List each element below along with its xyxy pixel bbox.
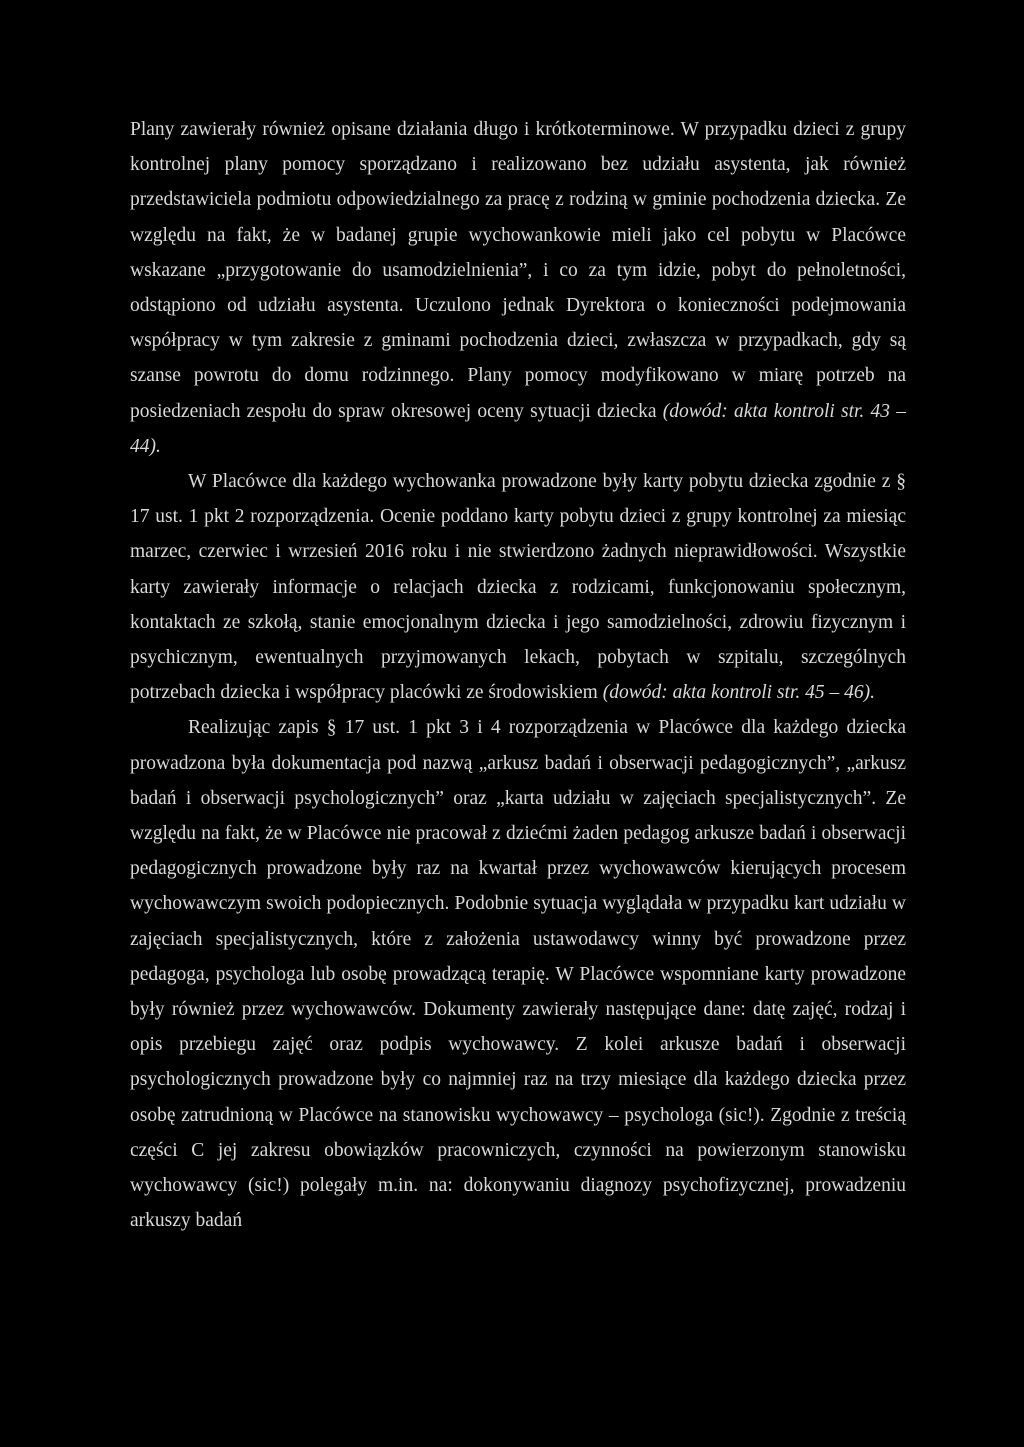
paragraph-text: W Placówce dla każdego wychowanka prowadzone były karty pobytu dziecka zgodnie z § 17 ust. 1 pkt 2 rozporządzenia. Ocenie poddano karty pobytu dzieci z grupy kontrolnej za miesiąc marzec, czerwiec i wrzesień 2016 roku i nie stwierdzono żadnych nieprawidłowości. Wszystkie karty zawierały informacje o relacjach dziecka z rodzicami, funkcjonowaniu społecznym, kontaktach ze szkołą, stanie emocjonalnym dziecka i jego samodzielności, zdrowiu fizycznym i psychicznym, ewentualnych przyjmowanych lekach, pobytach w szpitalu, szczególnych potrzebach dziecka i współpracy placówki ze środowiskiem bbox=[130, 471, 906, 704]
paragraph-documentation bbox=[130, 710, 906, 1238]
evidence-citation: (dowód: akta kontroli str. 43 – 44). bbox=[130, 400, 906, 457]
paragraph-text: Plany zawierały również opisane działania długo i krótkoterminowe. W przypadku dzieci z grupy kontrolnej plany pomocy sporządzano i realizowano bez udziału asystenta, jak również przedstawiciela podmiotu odpowiedzialnego za pracę z rodziną w gminie pochodzenia dziecka. Ze względu na fakt, że w badanej grupie wychowankowie mieli jako cel pobytu w Placówce wskazane „przygotowanie do usamodzielnienia”, i co za tym idzie, pobyt do pełnoletności, odstąpiono od udziału asystenta. Uczulono jednak Dyrektora o konieczności podejmowania współpracy w tym zakresie z gminami pochodzenia dzieci, zwłaszcza w przypadkach, gdy są szanse powrotu do domu rodzinnego. Plany pomocy modyfikowano w miarę potrzeb na posiedzeniach zespołu do spraw okresowej oceny sytuacji dziecka bbox=[130, 119, 906, 422]
paragraph-text: Realizując zapis § 17 ust. 1 pkt 3 i 4 rozporządzenia w Placówce dla każdego dziecka prowadzona była dokumentacja pod nazwą „arkusz badań i obserwacji pedagogicznych”, „arkusz badań i obserwacji psychologicznych” oraz „karta udziału w zajęciach specjalistycznych”. Ze względu na fakt, że w Placówce nie pracował z dziećmi żaden pedagog arkusze badań i obserwacji pedagogicznych prowadzone były raz na kwartał przez wychowawców kierujących procesem wychowawczym swoich podopiecznych. Podobnie sytuacja wyglądała w przypadku kart udziału w zajęciach specjalistycznych, które z założenia ustawodawcy winny być prowadzone przez pedagoga, psychologa lub osobę prowadzącą terapię. W Placówce wspomniane karty prowadzone były również przez wychowawców. Dokumenty zawierały następujące dane: datę zajęć, rodzaj i opis przebiegu zajęć oraz podpis wychowawcy. Z kolei arkusze badań i obserwacji psychologicznych prowadzone były co najmniej raz na trzy miesiące dla każdego dziecka przez osobę zatrudnioną w Placówce na stanowisku wychowawcy – psychologa (sic!). Zgodnie z treścią części C jej zakresu obowiązków pracowniczych, czynności na powierzonym stanowisku wychowawcy (sic!) polegały m.in. na: dokonywaniu diagnozy psychofizycznej, prowadzeniu arkuszy badań bbox=[130, 717, 906, 1232]
paragraph-stay-cards bbox=[130, 464, 906, 710]
paragraph-plans-of-help bbox=[130, 112, 906, 464]
document-page bbox=[130, 112, 906, 1239]
evidence-citation: (dowód: akta kontroli str. 45 – 46). bbox=[602, 682, 875, 704]
